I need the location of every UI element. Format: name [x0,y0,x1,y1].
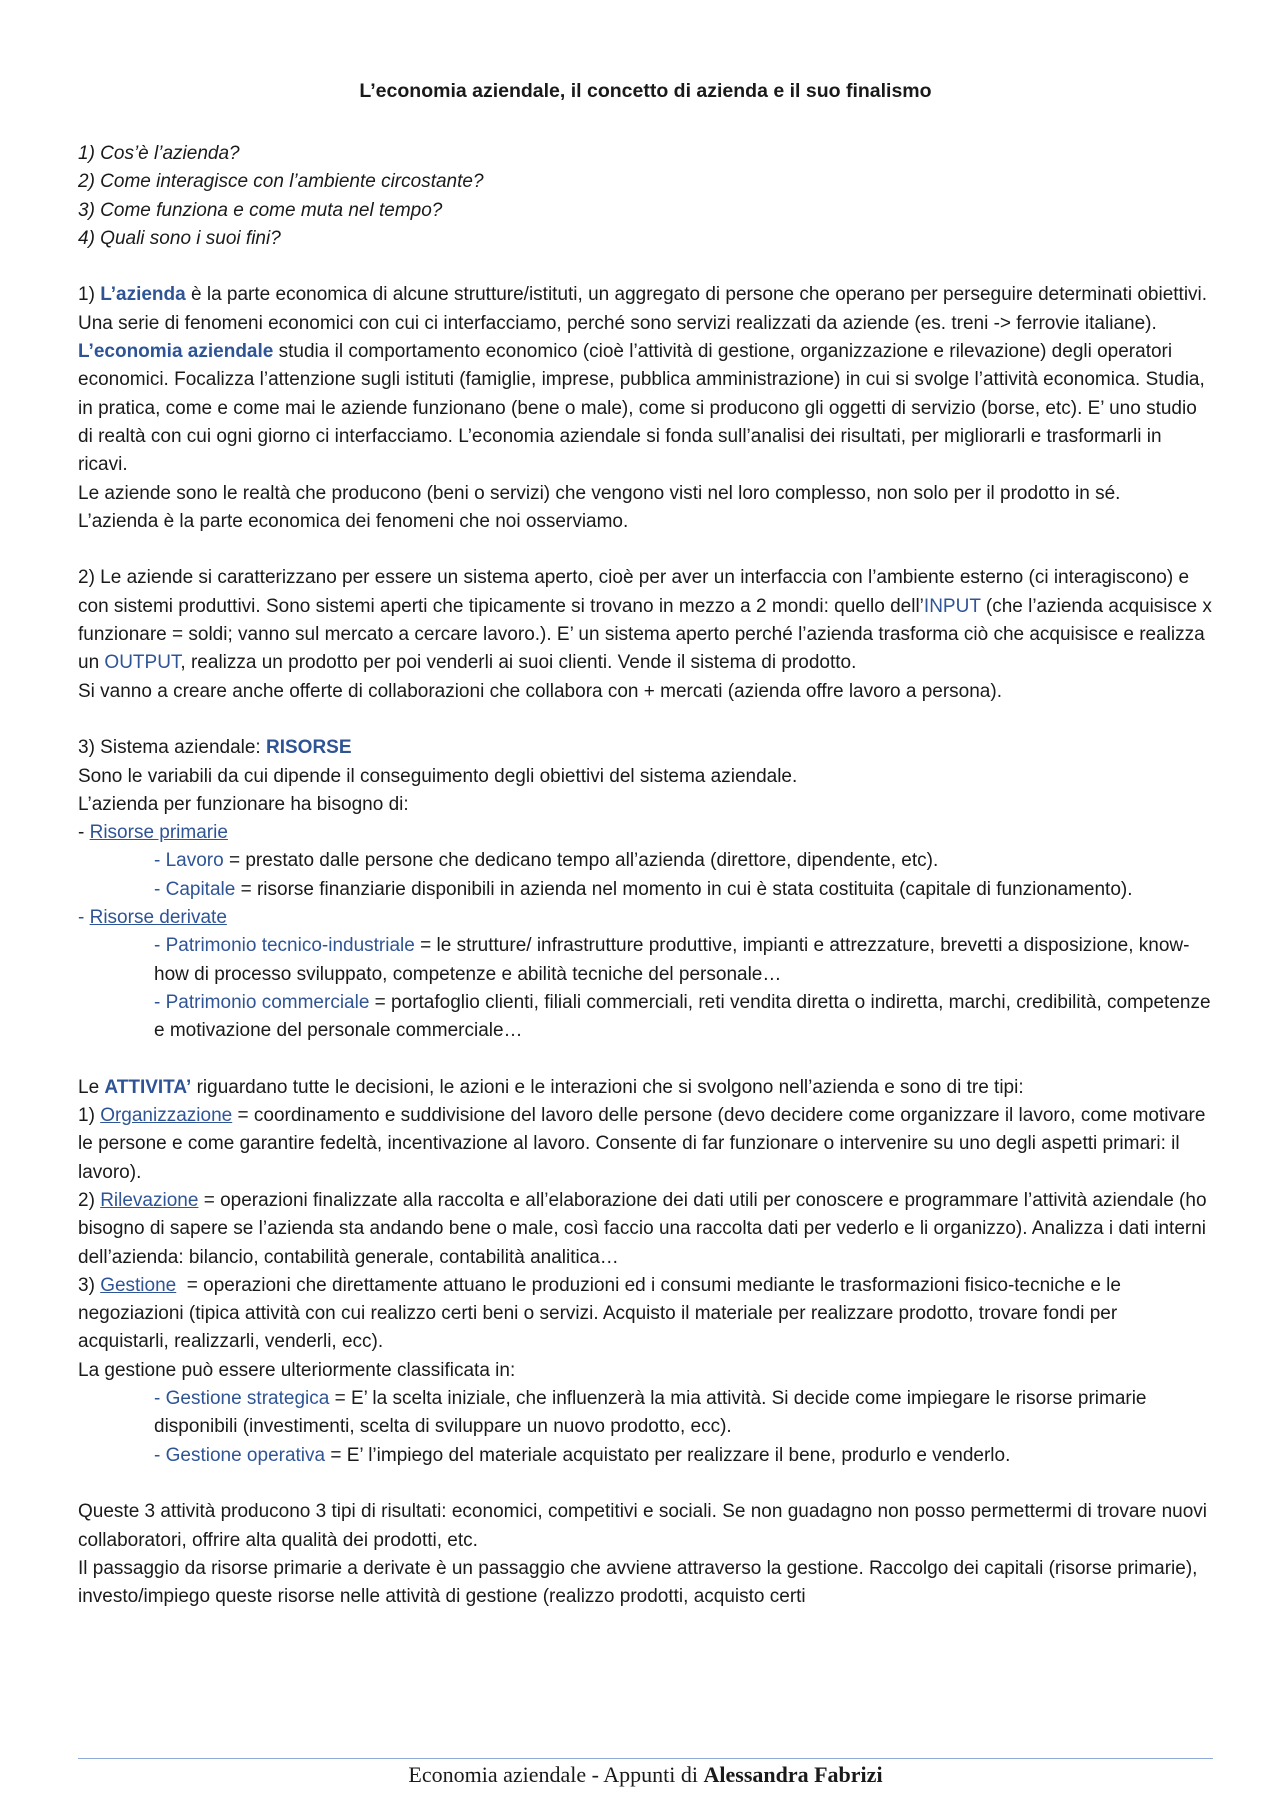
risorse-derivate-label: Risorse derivate [89,907,227,929]
question-list [78,140,1213,253]
term-azienda: L’azienda [100,284,186,306]
paragraph: L’economia aziendale studia il comportamento economico (cioè l’attività di gestione, organizzazione e rilevazione) degli operatori economici. Focalizza l’attenzione sugli istituti (famiglie, imprese, pubblica amministrazione) in cui si svolge l’attività economica. Studia, in pratica, come e come mai le aziende funzionano (bene o male), come si producono gli oggetti di servizio (borse, etc). E’ uno studio di realtà con cui ogni giorno ci interfacciamo. L’economia aziendale si fonda sull’analisi dei risultati, per migliorarli e trasformarli in ricavi. [78,341,1205,476]
list-item: - Risorse derivate [78,907,227,929]
term-risorse: RISORSE [266,737,352,759]
term-capitale: - Capitale [154,878,236,900]
question-item: 2) Come interagisce con l’ambiente circostante? [78,171,484,193]
risorse-primarie-label: Risorse primarie [89,822,228,844]
term-lavoro: - Lavoro [154,850,224,872]
list-item: - Risorse primarie [78,822,228,844]
paragraph: Si vanno a creare anche offerte di collaborazioni che collabora con + mercati (azienda offre lavoro a persona). [78,680,1002,702]
paragraph: Le aziende sono le realtà che producono (beni o servizi) che vengono visti nel loro complesso, non solo per il prodotto in sé. [78,482,1121,504]
term-output: OUTPUT [104,652,181,674]
paragraph: Sono le variabili da cui dipende il conseguimento degli obiettivi del sistema aziendale. [78,765,798,787]
question-item: 1) Cos’è l’azienda? [78,143,240,164]
question-item: 4) Quali sono i suoi fini? [78,227,281,249]
sub-list-item: - Patrimonio commerciale = portafoglio clienti, filiali commerciali, reti vendita diretta o indiretta, marchi, credibilità, competenze e motivazione del personale commerciale… [154,991,1211,1042]
page-footer: Economia aziendale - Appunti di Alessandra Fabrizi [408,1762,883,1787]
term-rilevazione: Rilevazione [100,1189,199,1211]
footer-author: Alessandra Fabrizi [703,1762,883,1787]
list-item: 2) Rilevazione = operazioni finalizzate alla raccolta e all’elaborazione dei dati utili per conoscere e programmare l’attività aziendale (ho bisogno di sapere se l’azienda sta andando bene o male, così faccio una raccolta dati per vederlo e li organizzo). Analizza i dati interni dell’azienda: bilancio, contabilità generale, contabilità analitica… [78,1189,1207,1268]
paragraph: La gestione può essere ulteriormente classificata in: [78,1359,516,1381]
term-input: INPUT [923,595,981,617]
term-gestione-operativa: - Gestione operativa [154,1444,326,1466]
sub-list-item: - Gestione strategica = E’ la scelta iniziale, che influenzerà la mia attività. Si decide come impiegare le risorse primarie disponibili (investimenti, scelta di sviluppare un nuovo prodotto, ecc). [154,1388,1147,1438]
sub-list-item: - Capitale = risorse finanziarie disponibili in azienda nel momento in cui è stata costituita (capitale di funzionamento). [154,878,1133,900]
term-gestione: Gestione [100,1274,177,1296]
section-sistema-aperto [78,564,1213,705]
document-body [78,140,1213,1611]
term-patrimonio-commerciale: - Patrimonio commerciale [154,991,370,1013]
term-organizzazione: Organizzazione [100,1105,233,1127]
document-title: L’economia aziendale, il concetto di azienda e il suo finalismo [359,80,932,102]
list-item: 1) Organizzazione = coordinamento e suddivisione del lavoro delle persone (devo decidere come organizzare il lavoro, come motivare le persone e come garantire fedeltà, incentivazione al lavoro. Consente di far funzionare o intervenire su uno degli aspetti primari: il lavoro). [78,1105,1206,1183]
paragraph: L’azienda è la parte economica dei fenomeni che noi osserviamo. [78,510,629,532]
paragraph: L’azienda per funzionare ha bisogno di: [78,793,409,815]
paragraph: 1) L’azienda è la parte economica di alcune strutture/istituti, un aggregato di persone che operano per perseguire determinati obiettivi. Una serie di fenomeni economici con cui ci interfacciamo, perché sono servizi realizzati da aziende (es. treni -> ferrovie italiane). [78,284,1208,334]
sub-list-item: - Lavoro = prestato dalle persone che dedicano tempo all’azienda (direttore, dipendente, etc). [154,850,939,872]
section-heading: 3) Sistema aziendale: RISORSE [78,737,352,759]
question-item: 3) Come funziona e come muta nel tempo? [78,199,443,221]
term-economia-aziendale: L’economia aziendale [78,341,274,363]
paragraph: Il passaggio da risorse primarie a derivate è un passaggio che avviene attraverso la gestione. Raccolgo dei capitali (risorse primarie), investo/impiego queste risorse nelle attività di gestione (realizzo prodotti, acquisto certi [78,1557,1198,1608]
sub-list-item: - Gestione operativa = E’ l’impiego del materiale acquistato per realizzare il bene, produrlo e venderlo. [154,1444,1011,1466]
term-gestione-strategica: - Gestione strategica [154,1388,330,1410]
section-azienda [78,281,1213,536]
term-patrimonio-tecnico: - Patrimonio tecnico-industriale [154,935,415,957]
term-attivita: ATTIVITA’ [104,1076,192,1098]
paragraph: 2) Le aziende si caratterizzano per essere un sistema aperto, cioè per aver un interfaccia con l’ambiente esterno (ci interagiscono) e con sistemi produttivi. Sono sistemi aperti che tipicamente si trovano in mezzo a 2 mondi: quello dell’INPUT (che l’azienda acquisisce x funzionare = soldi; vanno sul mercato a cercare lavoro.). E’ un sistema aperto perché l’azienda trasforma ciò che acquisisce e realizza un OUTPUT, realizza un prodotto per poi venderli ai suoi clienti. Vende il sistema di prodotto. [78,567,1212,674]
list-item: 3) Gestione = operazioni che direttamente attuano le produzioni ed i consumi mediante le trasformazioni fisico-tecniche e le negoziazioni (tipica attività con cui realizzo certi beni o servizi. Acquisto il materiale per realizzare prodotto, trovare fondi per acquistarli, realizzarli, venderli, ecc). [78,1274,1127,1353]
section-risorse [78,734,1213,1045]
section-attivita [78,1074,1213,1470]
paragraph: Queste 3 attività producono 3 tipi di risultati: economici, competitivi e sociali. Se non guadagno non posso permettermi di trovare nuovi collaboratori, offrire alta qualità dei prodotti, etc. [78,1501,1207,1551]
sub-list-item: - Patrimonio tecnico-industriale = le strutture/ infrastrutture produttive, impianti e attrezzature, brevetti a disposizione, know-how di processo sviluppato, competenze e abilità tecniche del personale… [154,935,1190,985]
footer-rule [78,1758,1213,1759]
section-risultati [78,1498,1213,1611]
paragraph: Le ATTIVITA’ riguardano tutte le decisioni, le azioni e le interazioni che si svolgono nell’azienda e sono di tre tipi: [78,1076,1024,1098]
